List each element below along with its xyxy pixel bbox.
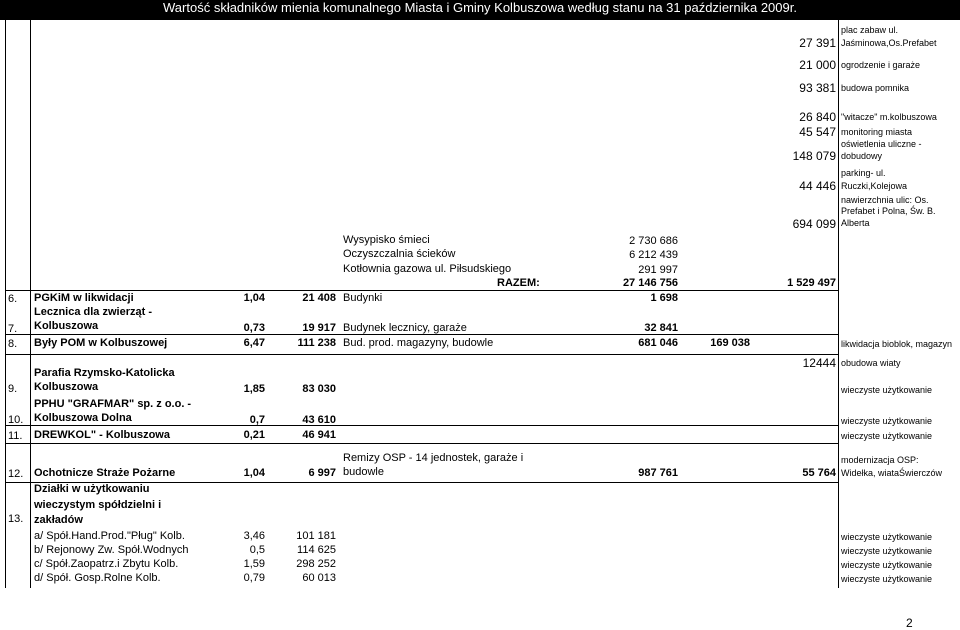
row-number: 11. [8,430,23,442]
document-title: Wartość składników mienia komunalnego Miasta i Gminy Kolbuszowa według stanu na 31 października 2009r. [0,0,960,20]
extra-amount: 12444 [802,356,836,370]
row-area: 1,04 [243,467,265,479]
row-number: 9. [8,383,18,395]
extra-note: obudowa wiaty [841,358,901,368]
note-text: nawierzchnia ulic: Os. [841,195,929,205]
row-m2: 83 030 [302,383,336,395]
row-name-line3: zakładów [34,514,83,526]
sub-item-name: Kotłownia gazowa ul. Piłsudskiego [343,263,512,275]
sub-row-area: 0,5 [249,544,265,556]
row-value: 681 046 [638,337,678,349]
row-value: 1 698 [650,292,678,304]
amount-cell: 93 381 [799,81,836,95]
note-text: oświetlenia uliczne - [841,139,922,149]
note-text: ogrodzenie i garaże [841,60,921,70]
note-text: budowa pomnika [841,83,910,93]
row-divider [5,290,838,291]
row-area: 0,73 [243,322,265,334]
grid-line-left-inner [30,20,31,588]
row-note: likwidacja bioblok, magazyn [841,339,953,349]
note-text: parking- ul. [841,168,886,178]
note-text: Ruczki,Kolejowa [841,181,908,191]
row-name-line1: Parafia Rzymsko-Katolicka [34,367,175,379]
row-name: PGKiM w likwidacji [34,292,134,304]
row-desc: Budynki [343,292,383,304]
amount-cell: 21 000 [799,58,836,72]
row-desc-line1: Remizy OSP - 14 jednostek, garaże i [343,452,524,464]
row-m2: 6 997 [308,467,336,479]
row-number: 8. [8,338,18,350]
sub-row-area: 3,46 [243,530,265,542]
grid-line-right [838,20,839,588]
row-note-line2: Widełka, wiataŚwierczów [841,468,943,478]
note-text: Alberta [841,218,870,228]
amount-cell: 44 446 [799,179,836,193]
row-area: 6,47 [243,337,265,349]
sub-row-name: d/ Spół. Gosp.Rolne Kolb. [34,572,161,584]
row-m2: 111 238 [297,337,336,349]
row-divider [5,425,838,426]
row-name-line2: wieczystym spółdzielni i [34,499,162,511]
row-number: 10. [8,414,24,426]
row-value: 32 841 [644,322,678,334]
sub-item-value: 6 212 439 [629,249,678,261]
amount-cell: 694 099 [792,217,836,231]
amount-cell: 26 840 [799,110,836,124]
sub-row-name: c/ Spół.Zaopatrz.i Zbytu Kolb. [34,558,179,570]
row-name-line2: Kolbuszowa Dolna [34,412,132,424]
row-value-2: 169 038 [710,337,750,349]
sub-row-area: 0,79 [243,572,265,584]
note-text: Prefabet i Polna, Św. B. [841,206,936,216]
sub-row-name: a/ Spół.Hand.Prod."Pług" Kolb. [34,530,185,542]
sub-row-note: wieczyste użytkowanie [841,546,933,556]
grid-line-left-outer [5,20,6,588]
row-name-line2: Kolbuszowa [34,320,99,332]
page-number: 2 [906,616,913,630]
sub-row-note: wieczyste użytkowanie [841,560,933,570]
sub-item-name: Wysypisko śmieci [343,234,430,246]
row-divider [5,354,838,355]
row-name-line1: Lecznica dla zwierząt - [34,306,152,318]
sub-item-value: 2 730 686 [629,235,678,247]
row-number: 12. [8,468,24,480]
row-number: 13. [8,513,24,525]
sub-row-area: 1,59 [243,558,265,570]
row-name: DREWKOL" - Kolbuszowa [34,429,170,441]
row-m2: 21 408 [302,292,336,304]
sub-item-name: Oczyszczalnia ścieków [343,248,456,260]
row-note: wieczyste użytkowanie [841,385,933,395]
note-text: plac zabaw ul. [841,25,899,35]
row-area: 1,85 [243,383,265,395]
row-m2: 43 610 [302,414,336,426]
row-note: wieczyste użytkowanie [841,416,933,426]
sub-row-m2: 114 625 [297,544,336,556]
razem-label: RAZEM: [497,277,540,289]
note-text: monitoring miasta [841,127,913,137]
row-number: 6. [8,293,18,305]
row-name: Były POM w Kolbuszowej [34,337,168,349]
row-name-line1: PPHU "GRAFMAR" sp. z o.o. - [34,398,192,410]
sub-row-m2: 101 181 [296,530,336,542]
note-text: dobudowy [841,151,883,161]
row-divider [5,443,838,444]
row-desc: Bud. prod. magazyny, budowle [343,337,494,349]
row-value-2: 55 764 [802,467,836,479]
row-note: wieczyste użytkowanie [841,431,933,441]
amount-cell: 148 079 [792,149,836,163]
row-area: 1,04 [243,292,265,304]
row-area: 0,7 [249,414,265,426]
sub-row-m2: 298 252 [296,558,336,570]
row-name: Ochotnicze Straże Pożarne [34,467,176,479]
sub-row-m2: 60 013 [302,572,336,584]
sub-row-note: wieczyste użytkowanie [841,532,933,542]
row-m2: 19 917 [302,322,336,334]
sub-item-value: 291 997 [638,264,678,276]
note-text: Jaśminowa,Os.Prefabet [841,38,937,48]
sub-row-name: b/ Rejonowy Zw. Spół.Wodnych [34,544,189,556]
row-desc: Budynek lecznicy, garaże [343,322,467,334]
razem-value: 27 146 756 [622,277,678,289]
row-value: 987 761 [638,467,678,479]
row-area: 0,21 [243,429,265,441]
row-note-line1: modernizacja OSP: [841,455,919,465]
row-name-line1: Działki w użytkowaniu [34,483,150,495]
row-m2: 46 941 [302,429,336,441]
amount-cell: 45 547 [799,125,836,139]
amount-cell: 27 391 [799,36,836,50]
sub-row-note: wieczyste użytkowanie [841,574,933,584]
row-desc-line2: budowle [343,466,384,478]
row-name-line2: Kolbuszowa [34,381,99,393]
note-text: "witacze" m.kolbuszowa [841,112,937,122]
row-number: 7. [8,323,18,335]
razem-value-2: 1 529 497 [787,277,836,289]
